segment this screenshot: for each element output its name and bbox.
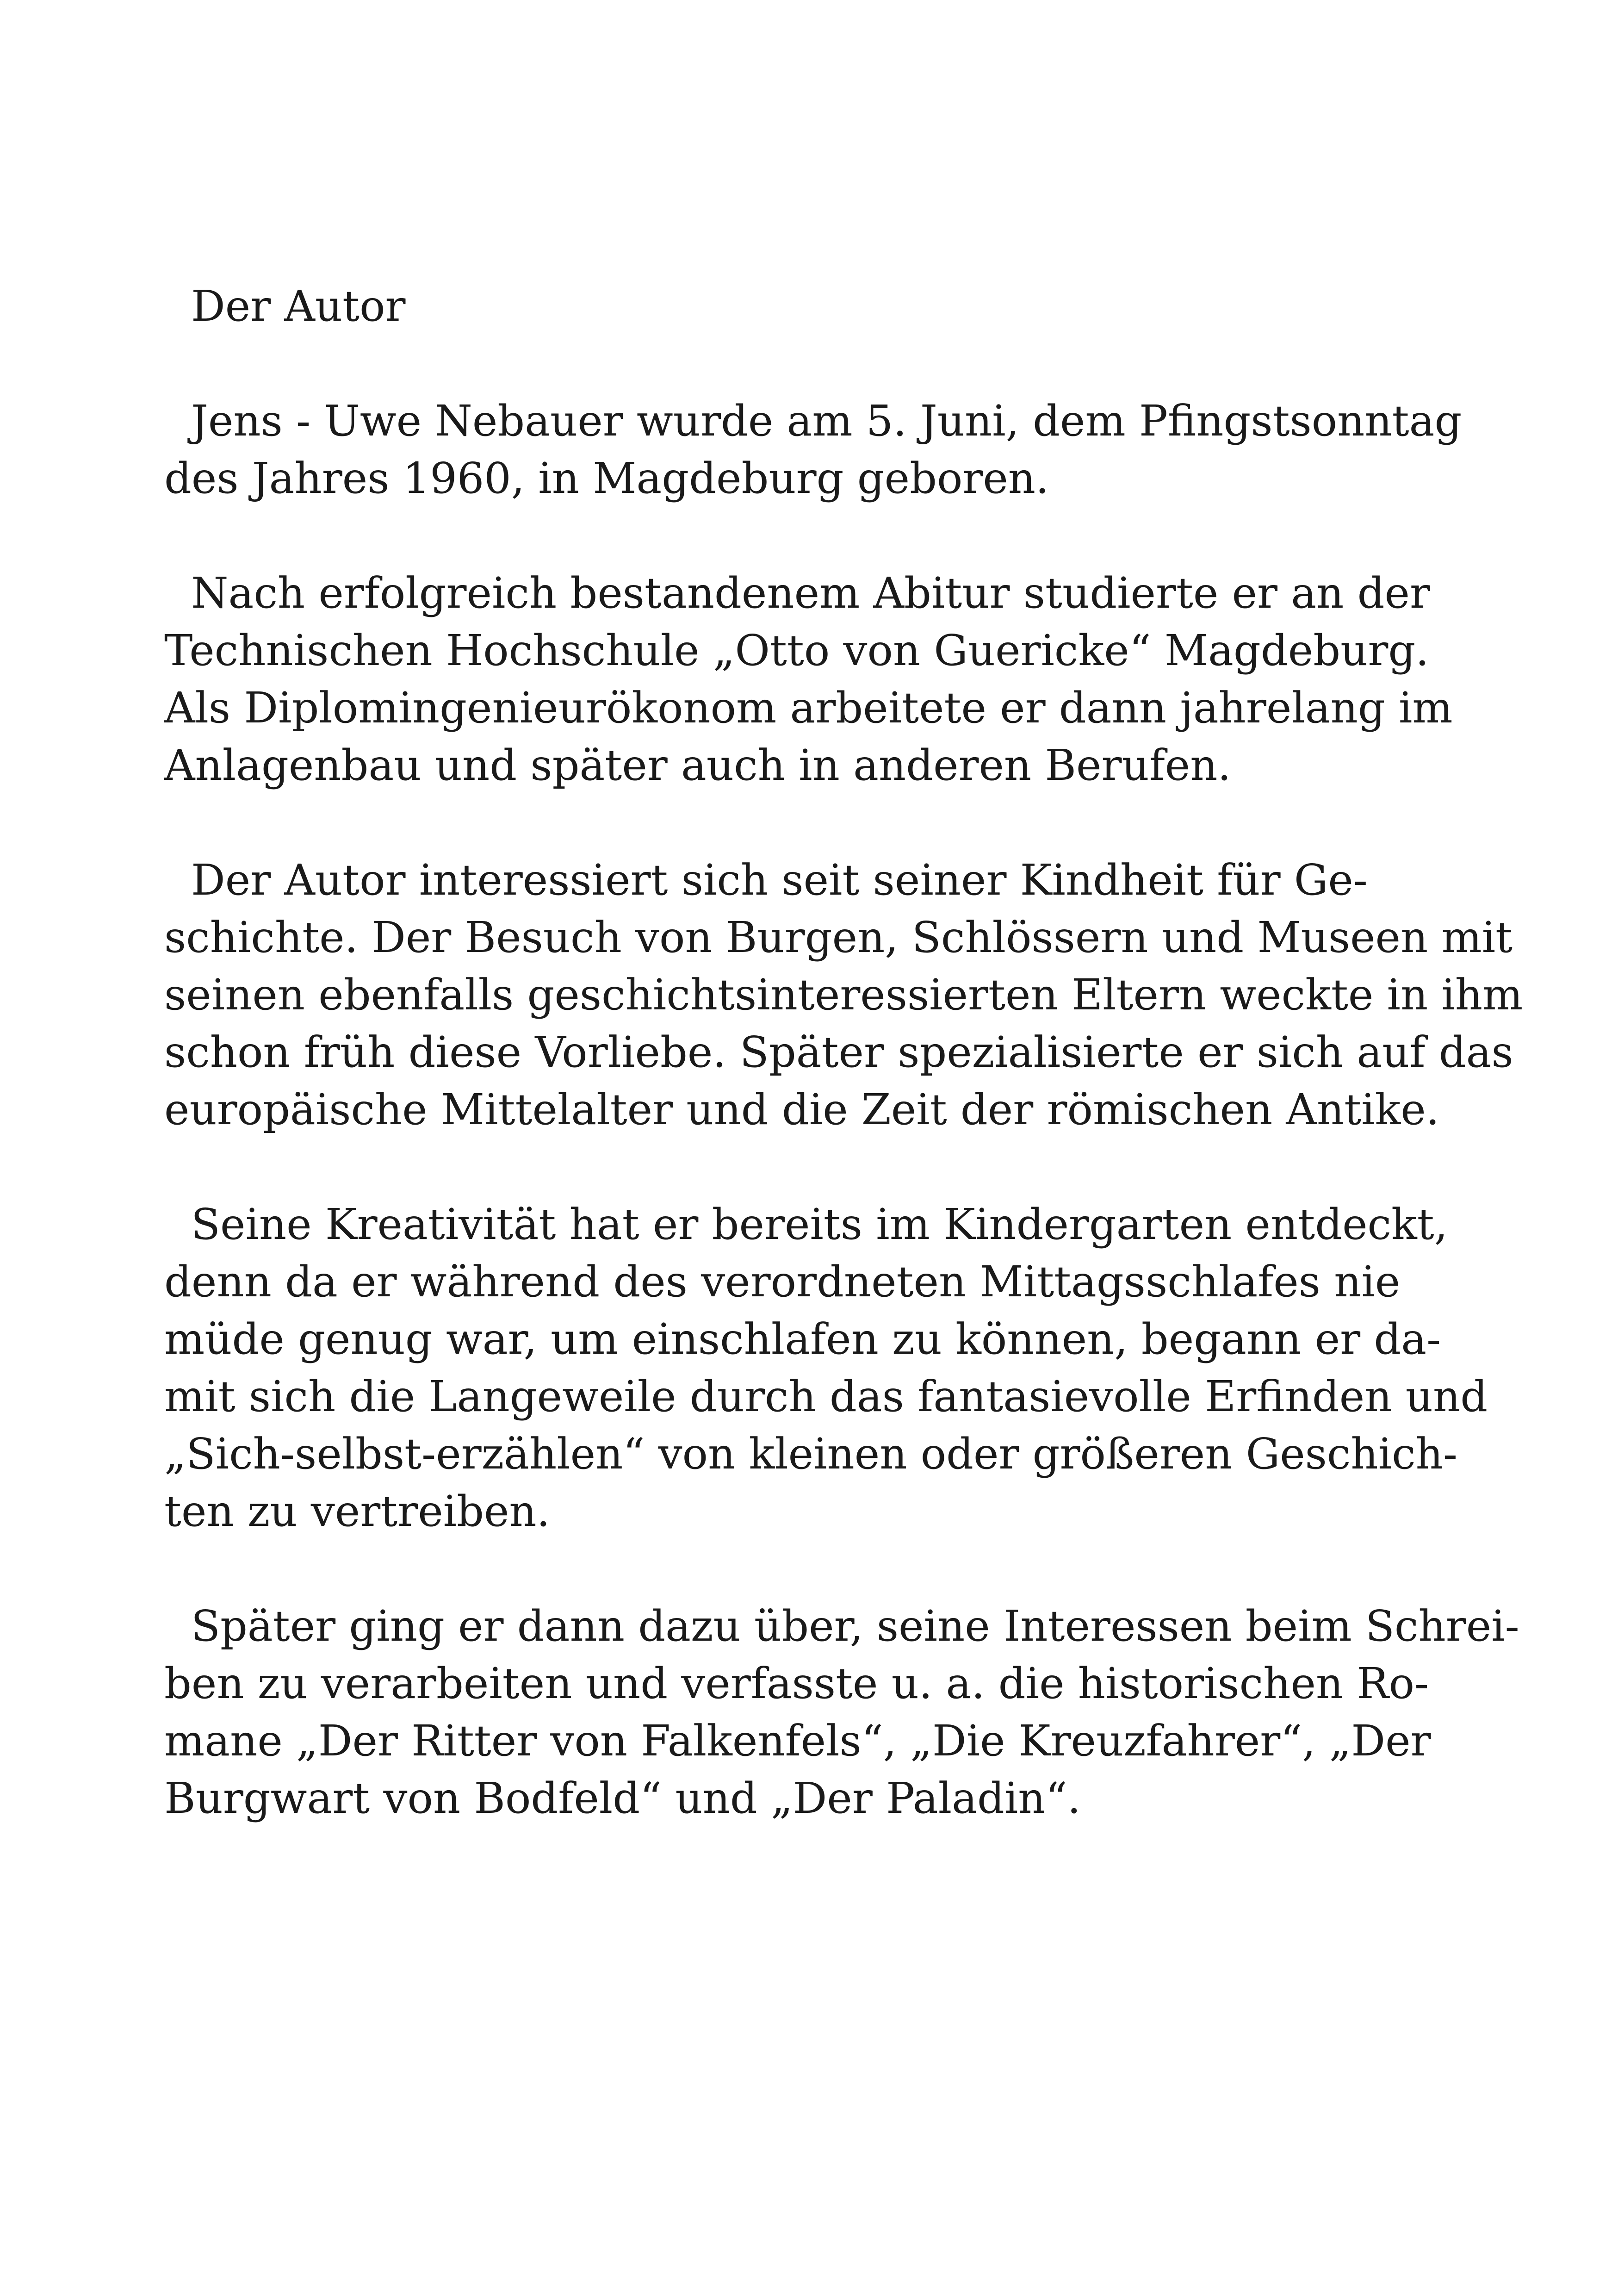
paragraph-2-line-4: Anlagenbau und später auch in anderen Berufen.	[164, 740, 1231, 790]
paragraph-4-line-4: mit sich die Langeweile durch das fantasievolle Erfinden und	[164, 1372, 1488, 1421]
paragraph-3-line-1: Der Autor interessiert sich seit seiner Kindheit für Ge-	[191, 855, 1368, 905]
paragraph-5-line-4: Burgwart von Bodfeld“ und „Der Paladin“.	[164, 1773, 1081, 1823]
paragraph-4-line-3: müde genug war, um einschlafen zu können, begann er da-	[164, 1314, 1441, 1364]
text-block	[164, 278, 1523, 1827]
paragraph-2-line-3: Als Diplomingenieurökonom arbeitete er dann jahrelang im	[164, 683, 1453, 733]
paragraph-gap	[164, 507, 1451, 565]
paragraph-5-line-2: ben zu verarbeiten und verfasste u. a. die historischen Ro-	[164, 1659, 1429, 1708]
paragraph-3-line-2: schichte. Der Besuch von Burgen, Schlössern und Museen mit	[164, 913, 1513, 962]
paragraph-2-line-1: Nach erfolgreich bestandenem Abitur studierte er an der	[191, 568, 1430, 618]
paragraph-3-line-4: schon früh diese Vorliebe. Später spezialisierte er sich auf das	[164, 1027, 1513, 1077]
paragraph-gap	[164, 335, 1451, 392]
paragraph-gap	[164, 1139, 1451, 1196]
paragraph-1-line-1: Jens - Uwe Nebauer wurde am 5. Juni, dem Pfingstsonntag	[191, 396, 1462, 446]
paragraph-5-line-3: mane „Der Ritter von Falkenfels“, „Die Kreuzfahrer“, „Der	[164, 1716, 1431, 1766]
paragraph-5-line-1: Später ging er dann dazu über, seine Interessen beim Schrei-	[191, 1601, 1519, 1651]
paragraph-4-line-1: Seine Kreativität hat er bereits im Kindergarten entdeckt,	[191, 1200, 1448, 1249]
paragraph-3-line-3: seinen ebenfalls geschichtsinteressierten Eltern weckte in ihm	[164, 970, 1523, 1020]
paragraph-4-line-6: ten zu vertreiben.	[164, 1487, 550, 1536]
paragraph-4-line-5: „Sich-selbst-erzählen“ von kleinen oder größeren Geschich-	[164, 1429, 1457, 1479]
paragraph-1-line-2: des Jahres 1960, in Magdeburg geboren.	[164, 454, 1049, 503]
paragraph-gap	[164, 794, 1451, 852]
section-heading: Der Autor	[191, 281, 406, 331]
paragraph-4-line-2: denn da er während des verordneten Mittagsschlafes nie	[164, 1257, 1401, 1307]
paragraph-gap	[164, 1540, 1451, 1598]
paragraph-2-line-2: Technischen Hochschule „Otto von Guericke“ Magdeburg.	[164, 626, 1429, 675]
paragraph-3-line-5: europäische Mittelalter und die Zeit der römischen Antike.	[164, 1085, 1439, 1134]
